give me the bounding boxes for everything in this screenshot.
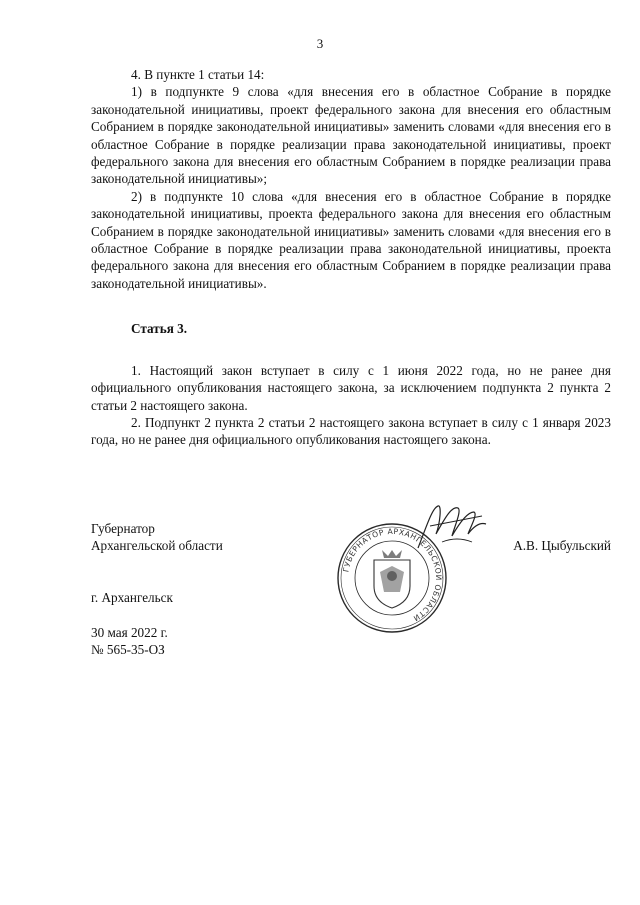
article-3-paragraph-2: 2. Подпункт 2 пункта 2 статьи 2 настоящего закона вступает в силу с 1 января 2023 года, но не ранее дня официального опубликования настоящего закона.	[91, 414, 611, 448]
article-3-paragraph-1: 1. Настоящий закон вступает в силу с 1 июня 2022 года, но не ранее дня официального опубликования настоящего закона, за исключением подпункта 2 пункта 2 статьи 2 настоящего закона.	[91, 362, 611, 413]
handwritten-signature	[412, 498, 492, 558]
signatory-title-line-1: Губернатор	[91, 521, 155, 536]
signatory-name: А.В. Цыбульский	[513, 538, 611, 553]
signatory-title-line-2: Архангельской области	[91, 538, 223, 554]
section-4-intro: 4. В пункте 1 статьи 14:	[131, 67, 265, 82]
document-body	[91, 66, 611, 449]
place-of-signing: г. Архангельск	[91, 590, 173, 605]
section-4-item-1: 1) в подпункте 9 слова «для внесения его в областное Собрание в порядке законодательной инициативы, проект федерального закона для внесения его областным Собранием в порядке законодательной инициативы» заменить словами «для внесения его в областное Собрание в порядке реализации права законодательной инициативы, проект федерального закона для внесения его областным Собранием в порядке реализации права законодательной инициативы»;	[91, 84, 611, 187]
date-block	[91, 624, 168, 659]
article-3-heading: Статья 3.	[131, 321, 188, 337]
svg-text:ГУБЕРНАТОР АРХАНГЕЛЬСКОЙ ОБЛАС: ГУБЕРНАТОР АРХАНГЕЛЬСКОЙ ОБЛАСТИ	[341, 526, 444, 624]
signing-date: 30 мая 2022 г.	[91, 625, 168, 640]
page-number: 3	[316, 36, 324, 51]
section-4-item-2: 2) в подпункте 10 слова «для внесения его в областное Собрание в порядке законодательной инициативы, проекта федерального закона для внесения его областным Собранием в порядке законодательной инициативы» заменить словами «для внесения его в областное Собрание в порядке реализации права законодательной инициативы, проекта федерального закона для внесения его областным Собранием в порядке реализации права законодательной инициативы».	[91, 188, 611, 291]
law-number: № 565-35-ОЗ	[91, 642, 165, 658]
